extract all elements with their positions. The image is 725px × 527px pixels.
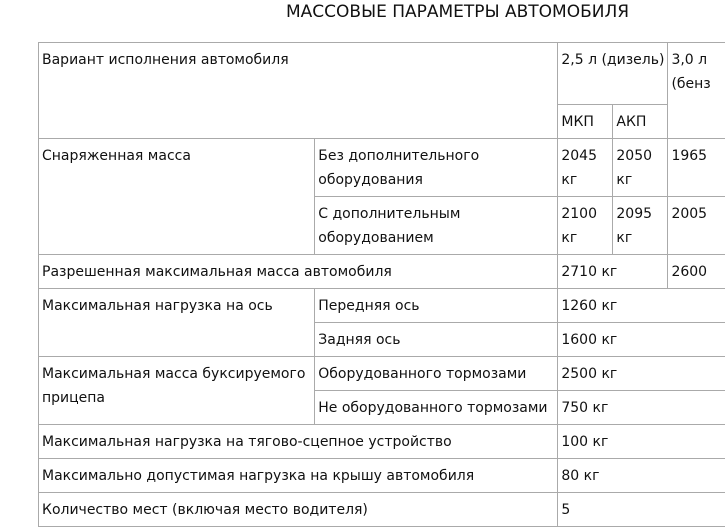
page-title: МАССОВЫЕ ПАРАМЕТРЫ АВТОМОБИЛЯ: [286, 2, 629, 22]
permitted-max-petrol-value: 2600: [671, 264, 707, 280]
trailer-label: Максимальная масса буксируемого прицепа: [42, 366, 305, 406]
towbar-load-value-cell: [558, 425, 725, 459]
petrol-header: 3,0 л (бенз: [671, 48, 711, 96]
curb-no-eq-akp-cell: [613, 139, 668, 197]
unbraked-cell: [315, 391, 558, 425]
braked-value: 2500 кг: [561, 366, 617, 382]
permitted-max-diesel-value: 2710 кг: [561, 264, 617, 280]
towbar-load-value: 100 кг: [561, 434, 608, 450]
table-row: [39, 255, 725, 289]
akp-header: АКП: [616, 114, 646, 130]
curb-with-eq-akp-value: 2095 кг: [616, 206, 652, 246]
axle-load-label: Максимальная нагрузка на ось: [42, 298, 273, 314]
unbraked-label: Не оборудованного тормозами: [318, 400, 547, 416]
variant-label-cell: [39, 43, 558, 139]
permitted-max-label-cell: [39, 255, 558, 289]
table-row: [39, 43, 725, 105]
mass-parameters-table: [38, 42, 725, 527]
seats-label-cell: [39, 493, 558, 527]
axle-load-label-cell: [39, 289, 315, 357]
curb-with-eq-petrol-value: 2005: [671, 206, 707, 222]
rear-axle-value-cell: [558, 323, 725, 357]
diesel-header: 2,5 л (дизель): [561, 52, 664, 68]
curb-no-eq-petrol-cell: [668, 139, 725, 197]
trailer-label-cell: [39, 357, 315, 425]
front-axle-value-cell: [558, 289, 725, 323]
table-row: [39, 493, 725, 527]
rear-axle-value: 1600 кг: [561, 332, 617, 348]
roof-load-label: Максимально допустимая нагрузка на крышу автомобиля: [42, 468, 474, 484]
front-axle-label: Передняя ось: [318, 298, 419, 314]
front-axle-cell: [315, 289, 558, 323]
curb-mass-label: Снаряженная масса: [42, 148, 191, 164]
rear-axle-cell: [315, 323, 558, 357]
with-equipment-cell: [315, 197, 558, 255]
table-row: [39, 425, 725, 459]
seats-label: Количество мест (включая место водителя): [42, 502, 368, 518]
table-row: [39, 139, 725, 197]
roof-load-value-cell: [558, 459, 725, 493]
roof-load-value: 80 кг: [561, 468, 599, 484]
front-axle-value: 1260 кг: [561, 298, 617, 314]
curb-with-eq-mkp-cell: [558, 197, 613, 255]
with-equipment-label: С дополнительным оборудованием: [318, 206, 460, 246]
towbar-load-label-cell: [39, 425, 558, 459]
diesel-header-cell: [558, 43, 668, 105]
curb-with-eq-mkp-value: 2100 кг: [561, 206, 597, 246]
braked-cell: [315, 357, 558, 391]
rear-axle-label: Задняя ось: [318, 332, 400, 348]
permitted-max-diesel-cell: [558, 255, 668, 289]
braked-value-cell: [558, 357, 725, 391]
variant-label: Вариант исполнения автомобиля: [42, 52, 289, 68]
table-row: [39, 459, 725, 493]
curb-mass-label-cell: [39, 139, 315, 255]
curb-no-eq-akp-value: 2050 кг: [616, 148, 652, 188]
unbraked-value-cell: [558, 391, 725, 425]
akp-header-cell: [613, 105, 668, 139]
curb-no-eq-mkp-cell: [558, 139, 613, 197]
curb-no-eq-mkp-value: 2045 кг: [561, 148, 597, 188]
seats-value-cell: [558, 493, 725, 527]
curb-with-eq-akp-cell: [613, 197, 668, 255]
unbraked-value: 750 кг: [561, 400, 608, 416]
permitted-max-petrol-cell: [668, 255, 725, 289]
roof-load-label-cell: [39, 459, 558, 493]
mkp-header: МКП: [561, 114, 594, 130]
table-row: [39, 357, 725, 391]
table-row: [39, 289, 725, 323]
permitted-max-label: Разрешенная максимальная масса автомобиля: [42, 264, 392, 280]
mkp-header-cell: [558, 105, 613, 139]
curb-with-eq-petrol-cell: [668, 197, 725, 255]
page-title-container: [0, 0, 725, 28]
no-equipment-label: Без дополнительного оборудования: [318, 148, 479, 188]
petrol-header-cell: [668, 43, 725, 139]
no-equipment-cell: [315, 139, 558, 197]
seats-value: 5: [561, 502, 570, 518]
braked-label: Оборудованного тормозами: [318, 366, 526, 382]
curb-no-eq-petrol-value: 1965: [671, 148, 707, 164]
towbar-load-label: Максимальная нагрузка на тягово-сцепное устройство: [42, 434, 452, 450]
